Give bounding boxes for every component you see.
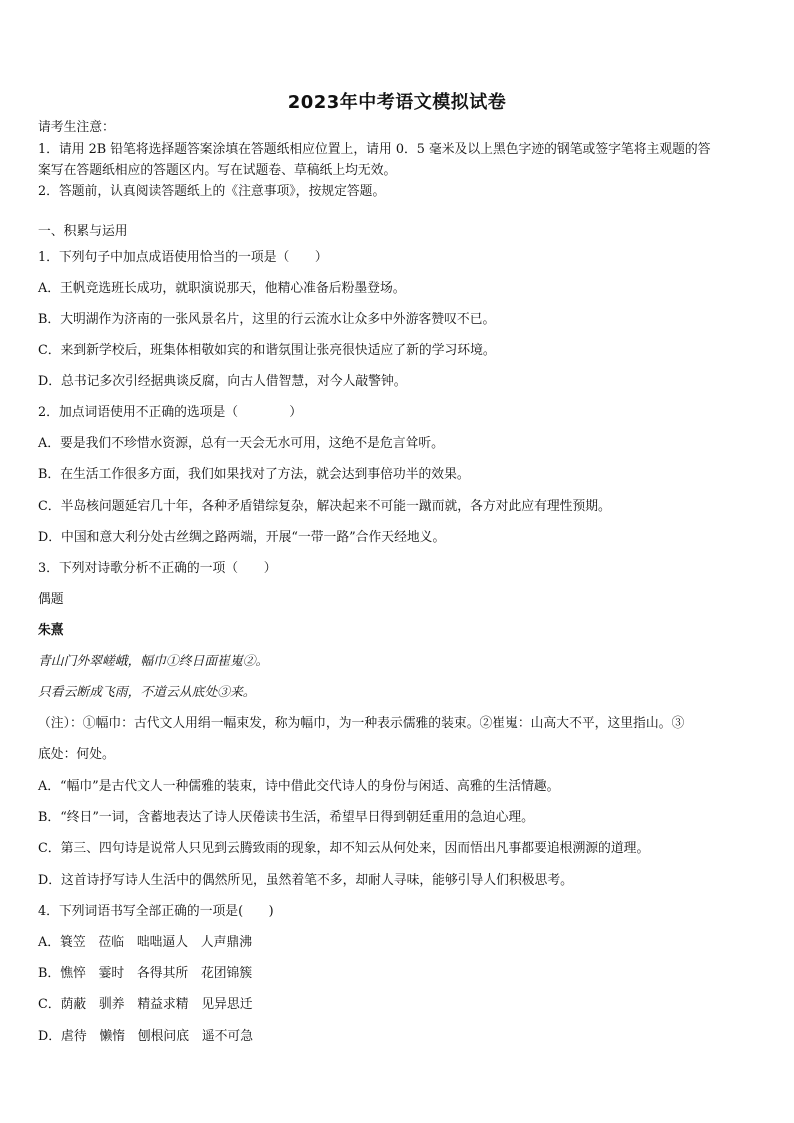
q4-option-a: A．簑笠 莅临 咄咄逼人 人声鼎沸 bbox=[38, 935, 252, 950]
section-heading: 一、积累与运用 bbox=[38, 224, 128, 239]
q4-option-c: C．荫蔽 驯养 精益求精 见异思迁 bbox=[38, 997, 253, 1012]
q3-poem-line-1: 青山门外翠嵯峨，幅巾①终日面崔嵬②。 bbox=[38, 654, 269, 669]
q4-option-d: D．虐待 懒惰 刨根问底 遥不可急 bbox=[38, 1029, 254, 1044]
q3-option-d: D．这首诗抒写诗人生活中的偶然所见，虽然着笔不多，却耐人寻味，能够引导人们积极思考。 bbox=[38, 873, 573, 888]
q4-stem: 4．下列词语书写全部正确的一项是( ) bbox=[38, 904, 274, 919]
notice-heading: 请考生注意： bbox=[38, 120, 115, 135]
q2-option-c: C．半岛核问题延宕几十年，各种矛盾错综复杂，解决起来不可能一蹴而就，各方对此应有理性预期。 bbox=[38, 499, 611, 514]
q3-option-c: C．第三、四句诗是说常人只见到云腾致雨的现象，却不知云从何处来，因而悟出凡事都要追根溯源的道理。 bbox=[38, 841, 650, 856]
q3-note-line-2: 底处：何处。 bbox=[38, 747, 115, 762]
q2-option-d: D．中国和意大利分处古丝绸之路两端，开展“一带一路”合作天经地义。 bbox=[38, 530, 446, 545]
q3-stem: 3．下列对诗歌分析不正确的一项（ ） bbox=[38, 561, 277, 576]
q1-option-b: B．大明湖作为济南的一张风景名片，这里的行云流水让众多中外游客赞叹不已。 bbox=[38, 312, 496, 327]
page-title: 2023年中考语文模拟试卷 bbox=[287, 92, 507, 113]
q3-option-a: A．“幅巾”是古代文人一种儒雅的装束，诗中借此交代诗人的身份与闲适、高雅的生活情趣。 bbox=[38, 779, 560, 794]
notice-item-1-line-2: 案写在答题纸相应的答题区内。写在试题卷、草稿纸上均无效。 bbox=[38, 163, 397, 178]
q2-option-b: B．在生活工作很多方面，我们如果找对了方法，就会达到事倍功半的效果。 bbox=[38, 467, 470, 482]
q1-option-c: C．来到新学校后，班集体相敬如宾的和谐氛围让张亮很快适应了新的学习环境。 bbox=[38, 343, 496, 358]
q4-option-b: B．憔悴 霎时 各得其所 花团锦簇 bbox=[38, 966, 253, 981]
notice-item-2: 2．答题前，认真阅读答题纸上的《注意事项》，按规定答题。 bbox=[38, 184, 386, 199]
q3-poem-title: 偶题 bbox=[38, 592, 64, 607]
q1-option-d: D．总书记多次引经据典谈反腐，向古人借智慧，对今人敲警钟。 bbox=[38, 374, 407, 389]
q2-stem: 2．加点词语使用不正确的选项是（ ） bbox=[38, 405, 303, 420]
q3-option-b: B．“终日”一词，含蓄地表达了诗人厌倦读书生活，希望早日得到朝廷重用的急迫心理。 bbox=[38, 810, 534, 825]
q3-poem-line-2: 只看云断成飞雨，不道云从底处③来。 bbox=[38, 685, 256, 700]
q3-poem-author: 朱熹 bbox=[38, 623, 64, 638]
q1-stem: 1．下列句子中加点成语使用恰当的一项是（ ） bbox=[38, 250, 328, 265]
q1-option-a: A．王帆竞选班长成功，就职演说那天，他精心准备后粉墨登场。 bbox=[38, 281, 406, 296]
notice-item-1-line-1: 1．请用 2B 铅笔将选择题答案涂填在答题纸相应位置上，请用 0．5 毫米及以上黑色字迹的钢笔或签字笔将主观题的答 bbox=[38, 142, 711, 157]
q2-option-a: A．要是我们不珍惜水资源，总有一天会无水可用，这绝不是危言耸听。 bbox=[38, 436, 444, 451]
q3-note-line-1: （注）：①幅巾：古代文人用绢一幅束发，称为幅巾，为一种表示儒雅的装束。②崔嵬：山高大不平，这里指山。③ bbox=[38, 716, 685, 731]
